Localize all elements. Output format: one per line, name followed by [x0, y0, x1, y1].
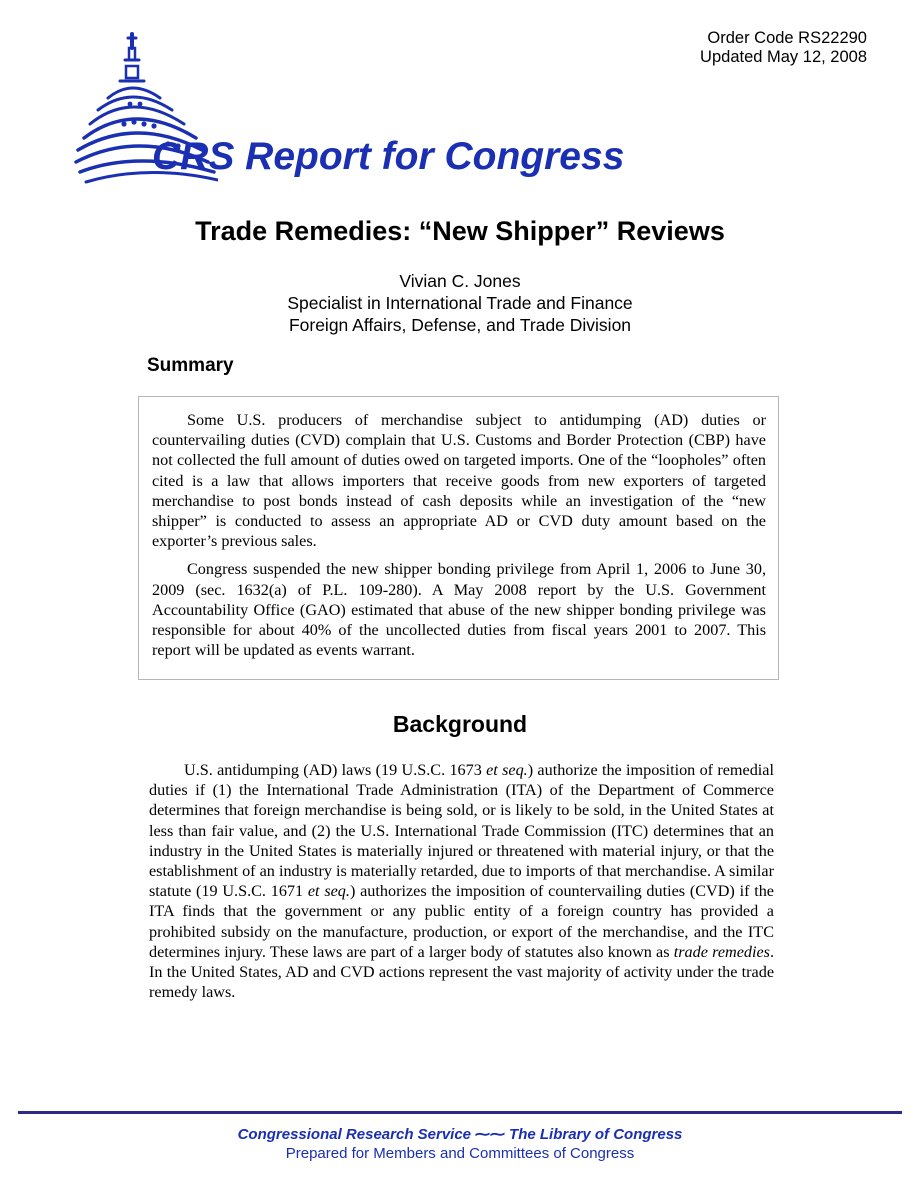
text-run: . In the United States, AD and CVD actions represent the vast majority of activity under the trade remedy laws. — [149, 942, 774, 1002]
summary-paragraph: Congress suspended the new shipper bonding privilege from April 1, 2006 to June 30, 2009 (sec. 1632(a) of P.L. 109-280). A May 2008 report by the U.S. Government Accountability Office (GAO) estimated that abuse of the new shipper bonding privilege was responsible for about 40% of the uncollected duties from fiscal years 2001 to 2007. This report will be updated as events warrant. — [152, 560, 766, 660]
report-brand-title: CRS Report for Congress — [152, 135, 625, 178]
author-position: Specialist in International Trade and Finance — [287, 293, 633, 313]
summary-box — [138, 396, 779, 680]
text-run: ) authorize the imposition of remedial duties if (1) the International Trade Administration (ITA) of the Department of Commerce determines that foreign merchandise is being sold, or is likely to be sold, in the United States at less than fair value, and (2) the U.S. International Trade Commission (ITC) determines that an industry in the United States is materially injured or threatened with material injury, or that the establishment of an industry is materially retarded, due to imports of that merchandise. A similar statute (19 U.S.C. 1671 — [149, 761, 774, 901]
text-run: U.S. antidumping (AD) laws (19 U.S.C. 1673 — [184, 761, 487, 779]
summary-heading: Summary — [147, 355, 234, 376]
footer-prepared: Prepared for Members and Committees of Congress — [285, 1145, 635, 1162]
italic-run: et seq. — [307, 882, 350, 901]
author-division: Foreign Affairs, Defense, and Trade Division — [288, 315, 632, 335]
footer-loc: The Library of Congress — [509, 1126, 683, 1143]
italic-run: trade remedies — [673, 942, 770, 961]
report-title: Trade Remedies: “New Shipper” Reviews — [195, 216, 725, 246]
background-body — [149, 760, 774, 1002]
footer-separator: ⁓⁓ — [475, 1126, 506, 1143]
background-heading: Background — [392, 711, 528, 737]
footer-crs: Congressional Research Service — [237, 1126, 472, 1143]
updated-date: Updated May 12, 2008 — [700, 48, 867, 66]
italic-run: et seq. — [486, 761, 528, 779]
footer-crs-line — [0, 1125, 920, 1143]
footer-divider — [18, 1111, 902, 1114]
author-block — [0, 270, 920, 336]
author-name: Vivian C. Jones — [399, 271, 521, 291]
order-code: Order Code RS22290 — [707, 29, 867, 47]
text-run: ) authorizes the imposition of countervailing duties (CVD) if the ITA finds that the government or any public entity of a foreign country has provided a prohibited subsidy on the manufacture, production, or export of the merchandise, and the ITC determines injury. These laws are part of a larger body of statutes also known as — [149, 882, 774, 961]
background-paragraph — [149, 760, 774, 1002]
order-code-block — [700, 29, 867, 67]
summary-paragraph: Some U.S. producers of merchandise subject to antidumping (AD) duties or countervailing duties (CVD) complain that U.S. Customs and Border Protection (CBP) have not collected the full amount of duties owed on targeted imports. One of the “loopholes” often cited is a law that allows importers that receive goods from new exporters of targeted merchandise to post bonds instead of cash deposits while an investigation of the “new shipper” is conducted to assess an appropriate AD or CVD duty amount based on the exporter’s previous sales. — [152, 411, 766, 551]
